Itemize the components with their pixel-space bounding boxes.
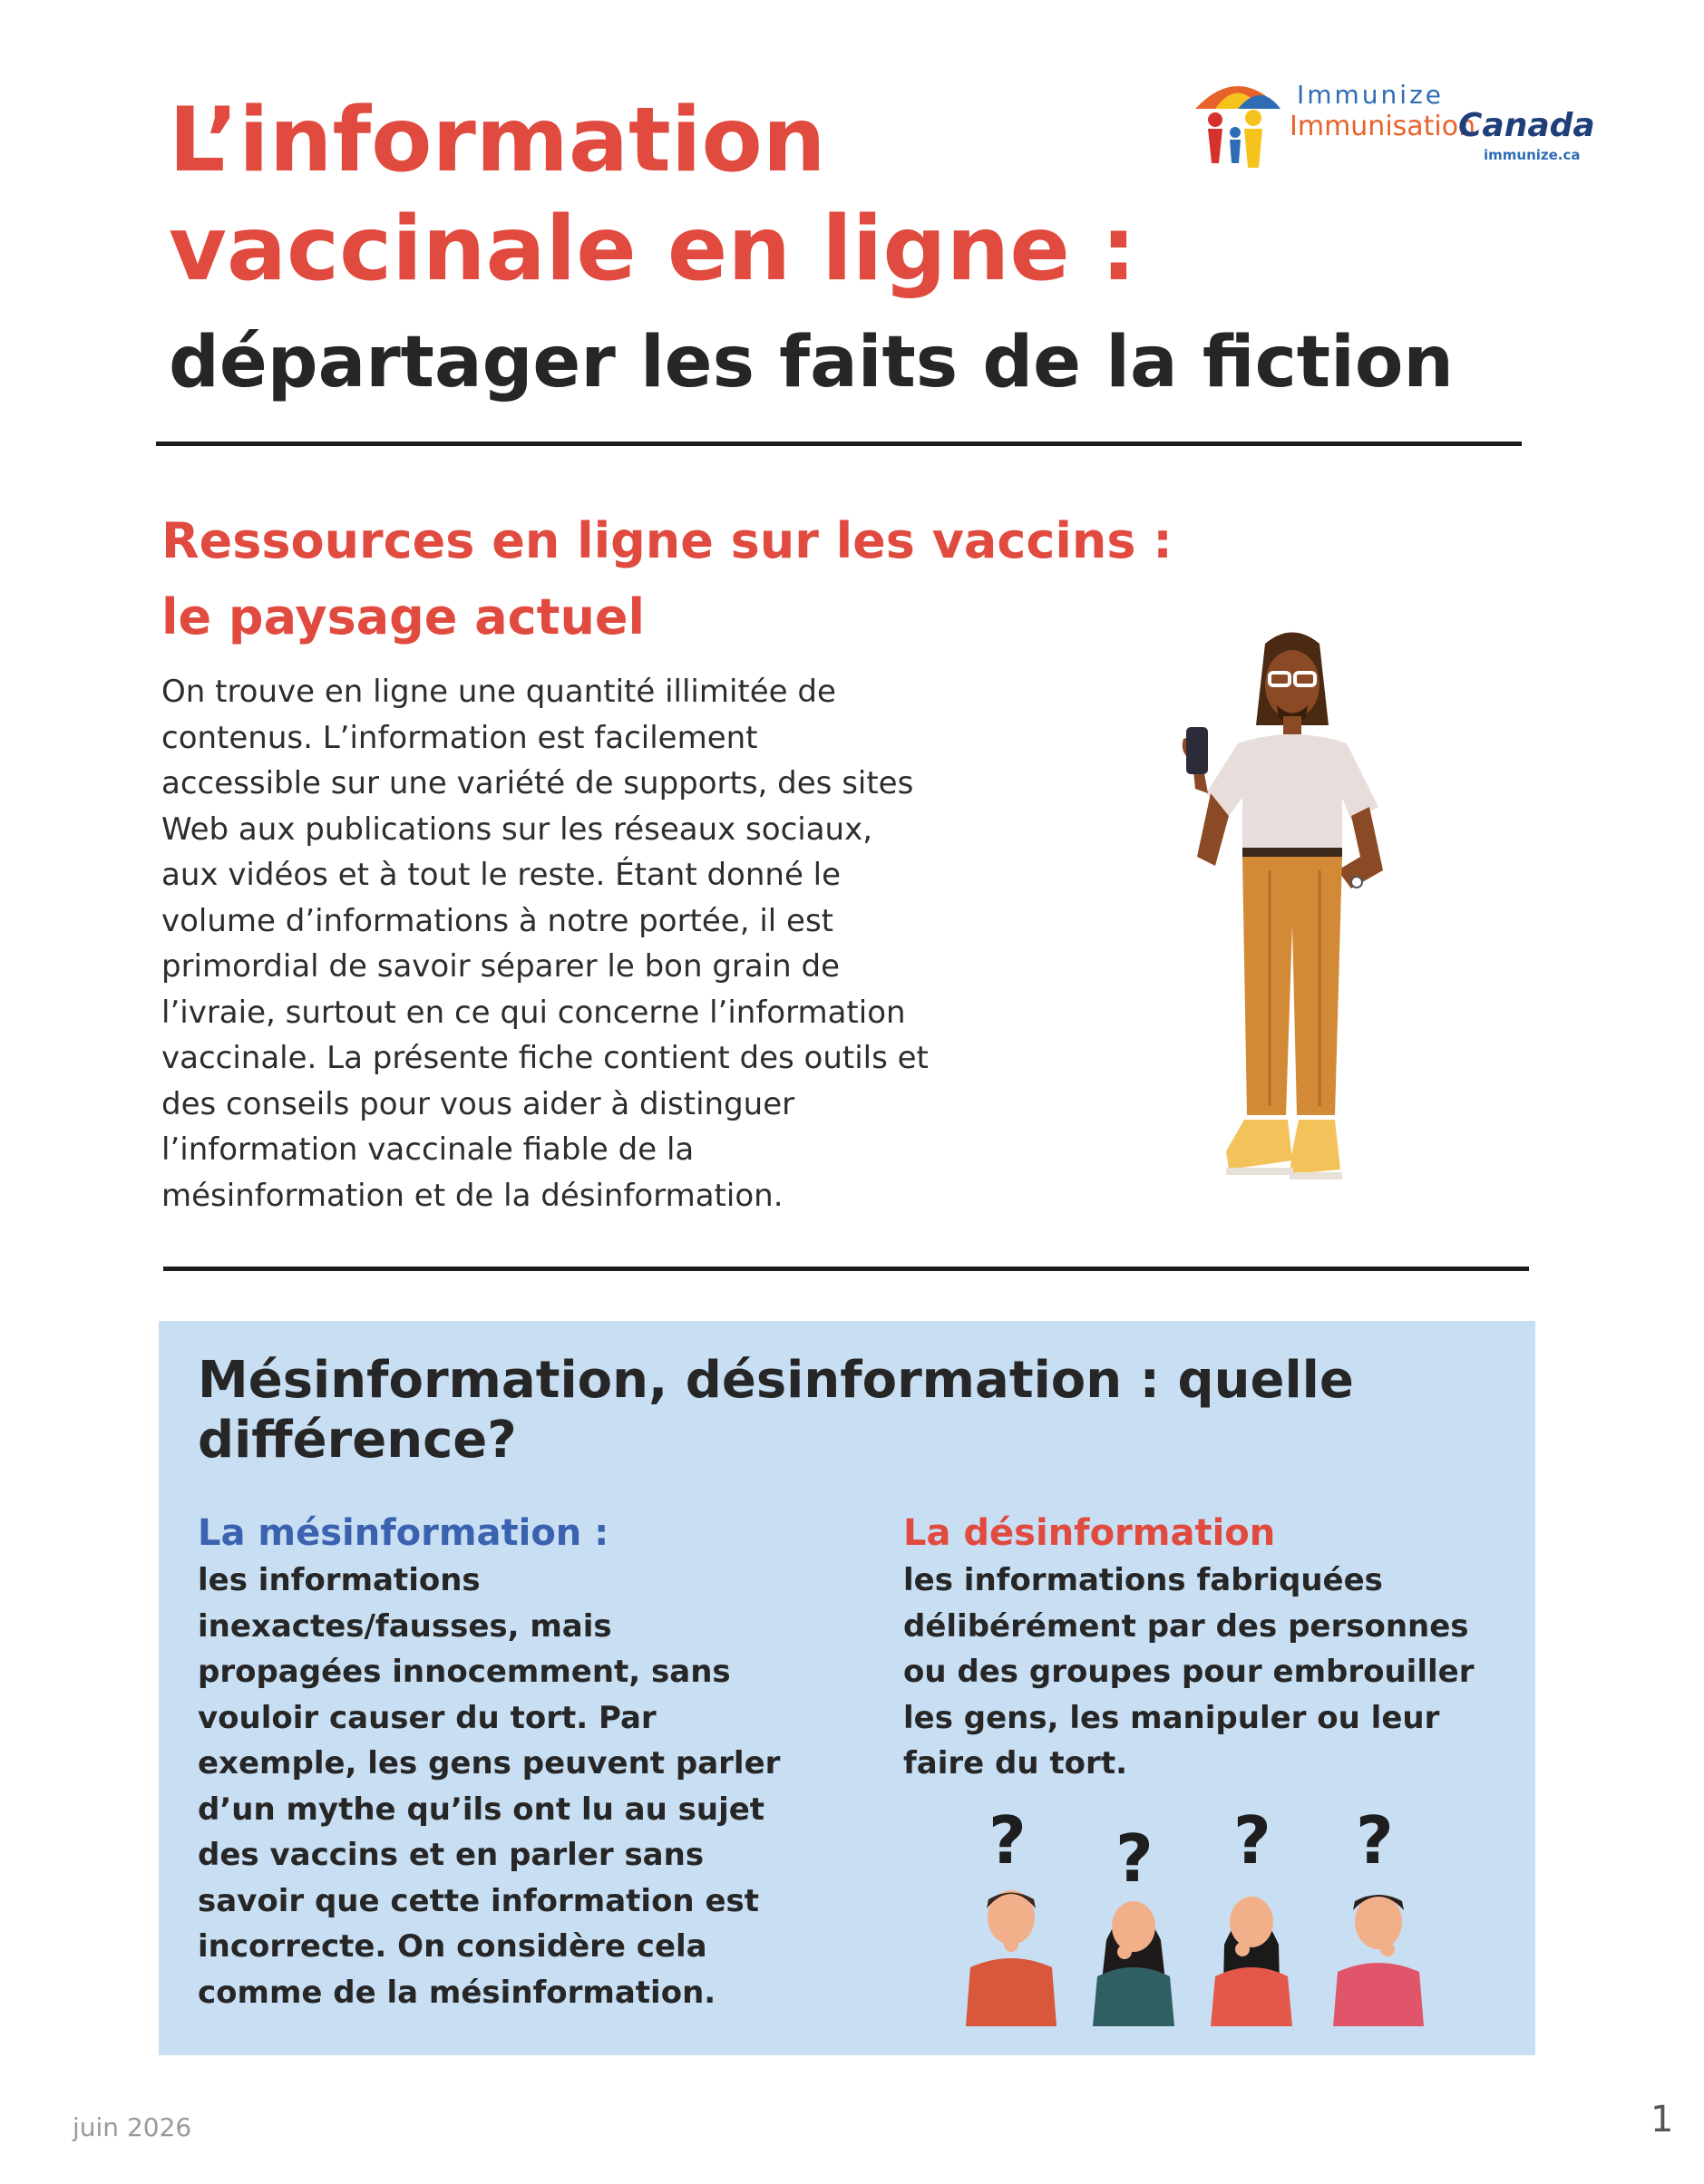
- box-title-line2: différence?: [198, 1411, 517, 1470]
- person-with-phone-illustration: [1143, 626, 1451, 1224]
- intro-line: l’information vaccinale fiable de la: [161, 1131, 695, 1168]
- logo-word-immunize: Immunize: [1297, 80, 1445, 110]
- divider-top: [156, 442, 1522, 446]
- thinking-people-illustration: [943, 1809, 1451, 2026]
- question-mark-icon: ?: [1233, 1809, 1271, 1878]
- section-heading-line2: le paysage actuel: [161, 588, 646, 645]
- intro-line: mésinformation et de la désinformation.: [161, 1177, 784, 1214]
- definition-line: des vaccins et en parler sans: [198, 1837, 705, 1873]
- definition-line: faire du tort.: [903, 1745, 1127, 1781]
- intro-paragraph: [161, 669, 996, 1218]
- logo-url: immunize.ca: [1484, 147, 1581, 163]
- intro-line: l’ivraie, surtout en ce qui concerne l’information: [161, 994, 906, 1031]
- page-title: [169, 86, 1257, 304]
- disinformation-definition: [903, 1558, 1502, 1787]
- definition-line: incorrecte. On considère cela: [198, 1928, 707, 1965]
- page-subtitle: départager les faits de la fiction: [169, 322, 1454, 403]
- box-title-line1: Mésinformation, désinformation : quelle: [198, 1351, 1354, 1410]
- definition-line: propagées innocemment, sans: [198, 1654, 731, 1690]
- definition-line: délibérément par des personnes: [903, 1607, 1469, 1645]
- misinformation-heading: La mésinformation :: [198, 1512, 609, 1554]
- definition-line: comme de la mésinformation.: [198, 1974, 716, 2011]
- intro-line: contenus. L’information est facilement: [161, 719, 758, 756]
- definition-line: savoir que cette information est: [198, 1882, 760, 1919]
- thinking-person-3: [1211, 1809, 1292, 2026]
- question-mark-icon: ?: [1356, 1809, 1394, 1878]
- misinformation-definition: [198, 1558, 796, 2015]
- definition-line: ou des groupes pour embrouiller: [903, 1654, 1475, 1690]
- intro-line: accessible sur une variété de supports, des sites: [161, 765, 914, 801]
- thinking-person-1: [966, 1809, 1056, 2026]
- section-heading: [161, 503, 1250, 655]
- logo-word-immunisation: Immunisation: [1290, 111, 1476, 142]
- intro-line: aux vidéos et à tout le reste. Étant donné le: [161, 857, 842, 893]
- intro-line: vaccinale. La présente fiche contient des outils et: [161, 1040, 929, 1076]
- intro-line: On trouve en ligne une quantité illimitée de: [161, 674, 836, 710]
- disinformation-heading: La désinformation: [903, 1512, 1276, 1554]
- page-number: 1: [1650, 2099, 1674, 2140]
- definition-line: exemple, les gens peuvent parler: [198, 1745, 781, 1781]
- definition-line: les informations: [198, 1562, 481, 1598]
- thinking-person-2: [1093, 1820, 1174, 2026]
- intro-line: des conseils pour vous aider à distinguer: [161, 1085, 795, 1122]
- definition-line: les informations fabriquées: [903, 1562, 1383, 1598]
- publication-date: juin 2026: [73, 2112, 192, 2142]
- logo-word-canada: Canada: [1458, 107, 1595, 144]
- definition-line: les gens, les manipuler ou leur: [903, 1699, 1440, 1736]
- thinking-person-4: [1333, 1809, 1424, 2026]
- definition-line: inexactes/fausses, mais: [198, 1607, 612, 1645]
- box-title: [198, 1351, 1485, 1471]
- definition-line: d’un mythe qu’ils ont lu au sujet: [198, 1791, 765, 1828]
- definition-line: vouloir causer du tort. Par: [198, 1699, 657, 1736]
- divider-middle: [163, 1267, 1529, 1271]
- page-title-line2: vaccinale en ligne :: [169, 198, 1137, 301]
- page-title-line1: L’information: [169, 89, 826, 192]
- question-mark-icon: ?: [1115, 1820, 1154, 1897]
- intro-line: primordial de savoir séparer le bon grain de: [161, 948, 841, 985]
- intro-line: Web aux publications sur les réseaux sociaux,: [161, 811, 873, 848]
- question-mark-icon: ?: [988, 1809, 1027, 1878]
- intro-line: volume d’informations à notre portée, il est: [161, 902, 833, 939]
- section-heading-line1: Ressources en ligne sur les vaccins :: [161, 512, 1173, 569]
